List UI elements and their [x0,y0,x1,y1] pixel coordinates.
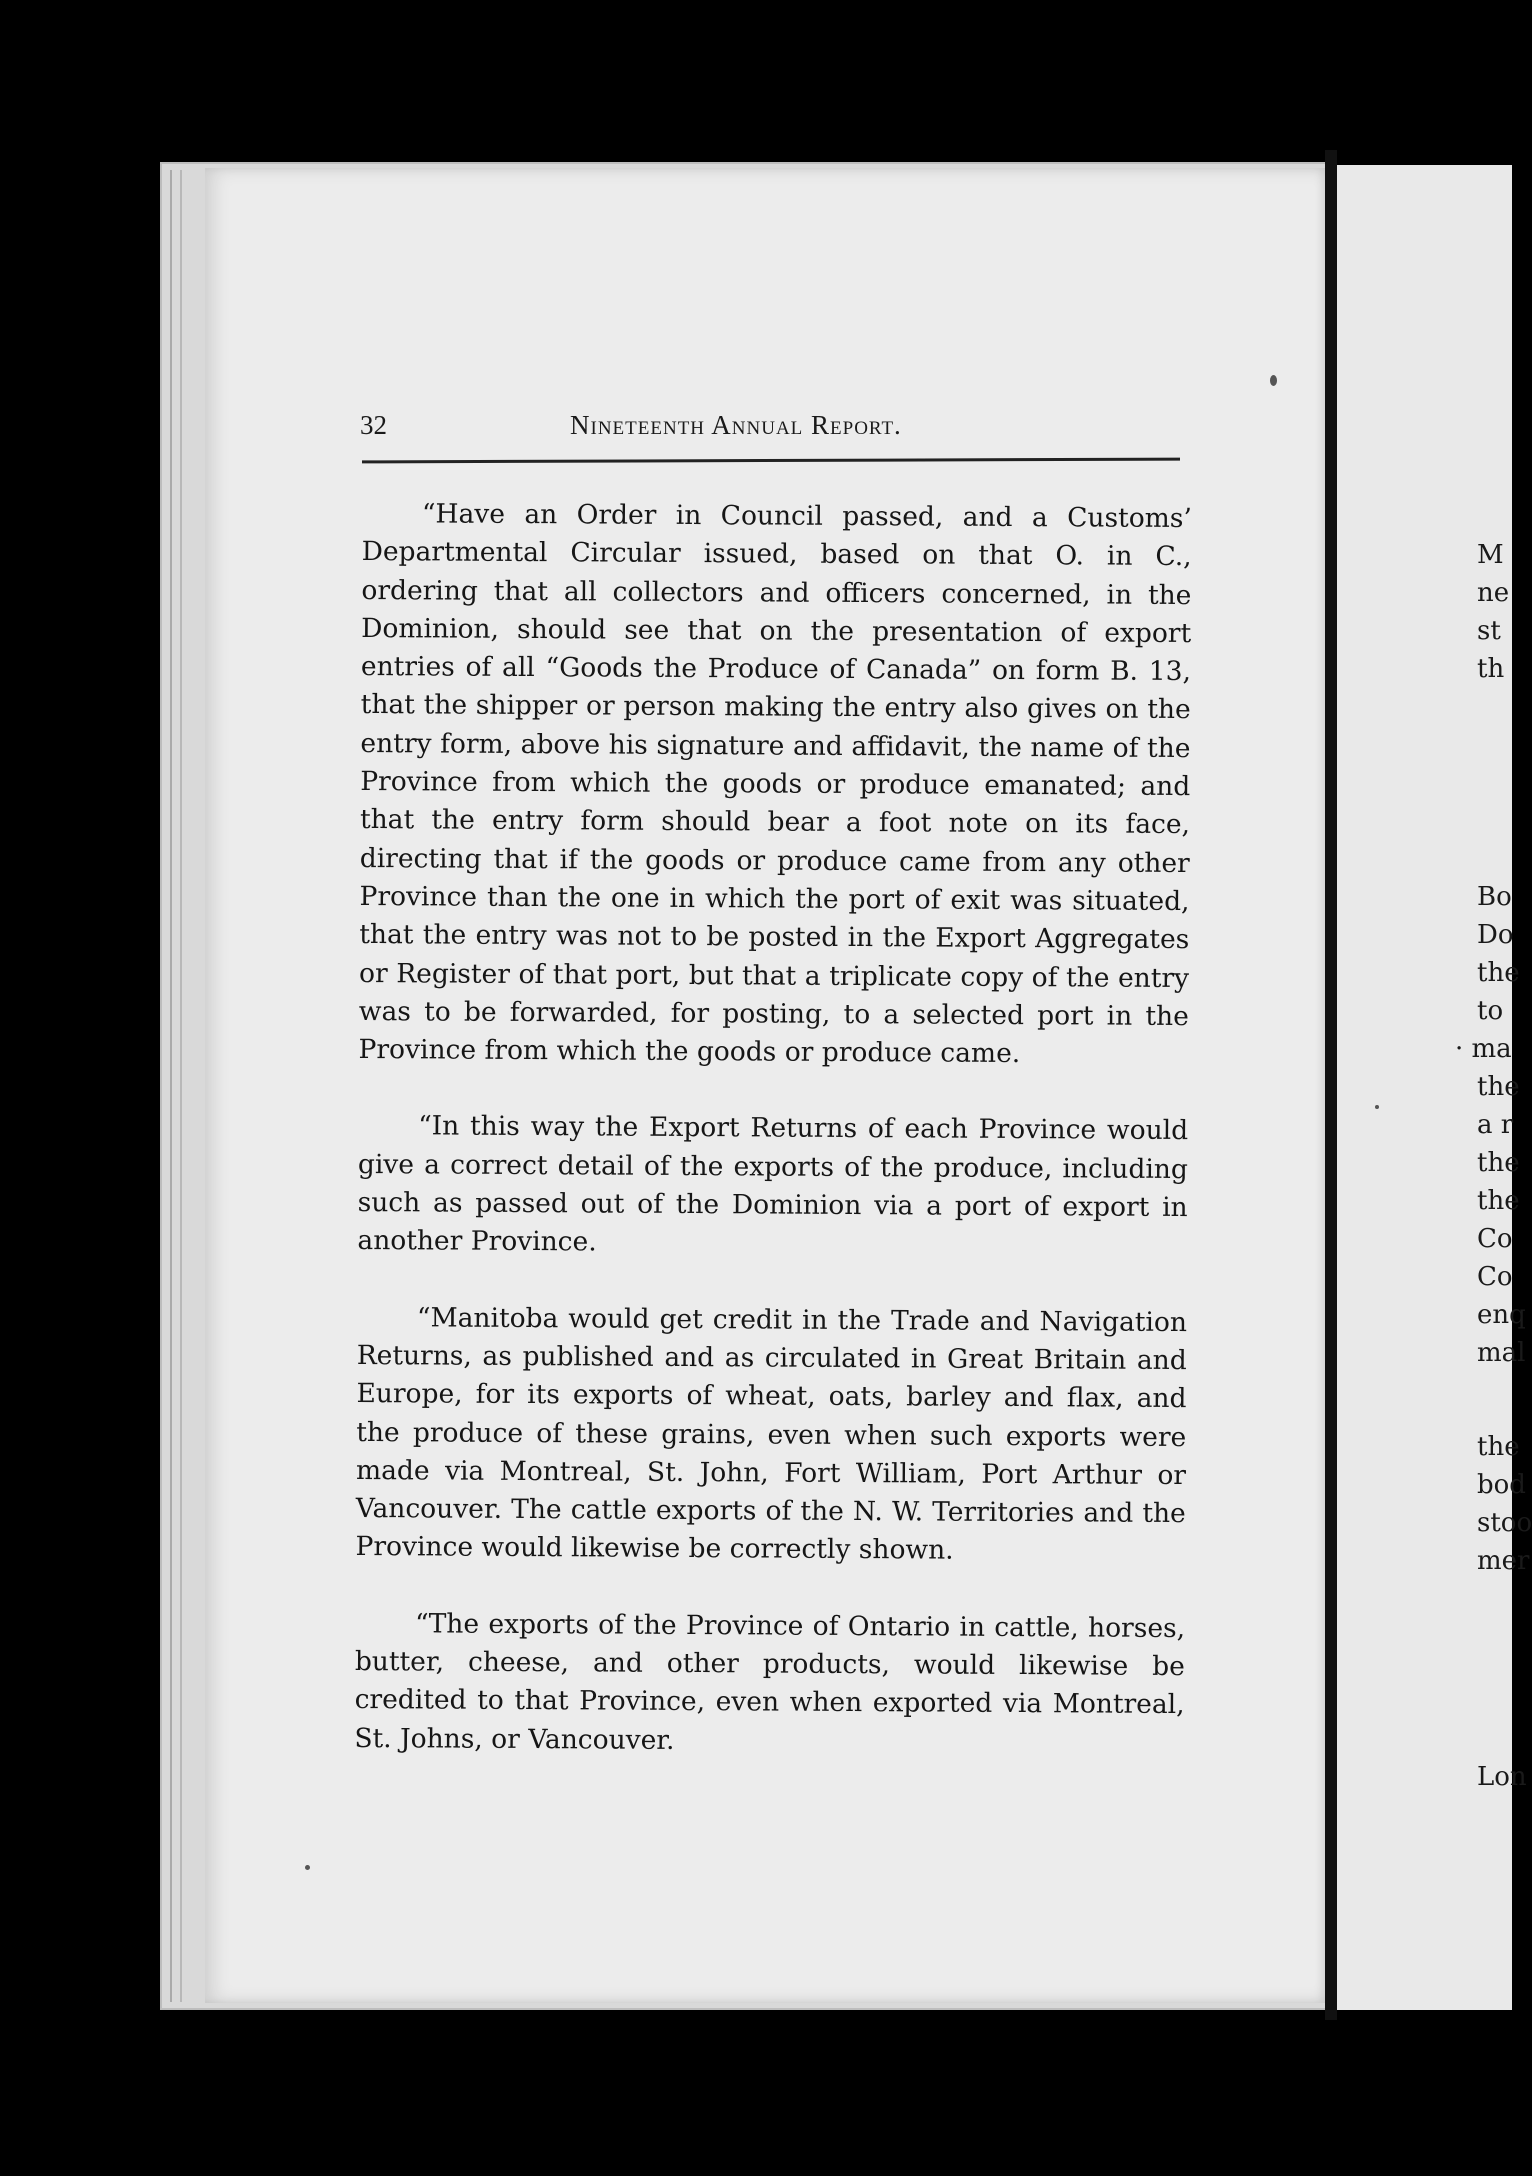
right-fragment: mer [1477,1546,1530,1576]
right-fragment: the [1477,1072,1520,1102]
right-fragment: Co [1477,1262,1513,1292]
right-fragment: enq [1477,1300,1526,1330]
page-number: 32 [360,410,387,440]
right-fragment: th [1477,654,1505,684]
right-fragment: st [1477,616,1501,646]
right-fragment: mal [1477,1338,1526,1368]
right-fragment: the [1477,1148,1520,1178]
paragraph-2: “In this way the Export Returns of each Province would give a correct detail of the exports of the produce, including such as passed out of the Dominion via a port of export in another Province. [357,1110,1189,1258]
page-header [360,410,1180,450]
right-fragment: the [1477,1432,1520,1462]
ink-speck [1270,375,1277,386]
right-fragment: the [1477,1186,1520,1216]
body-text [354,495,1192,1801]
right-fragment: · ma [1455,1034,1512,1064]
book-gutter [1325,150,1337,2020]
right-fragment: bod [1477,1470,1526,1500]
right-fragment: Co [1477,1224,1513,1254]
right-fragment: ne [1477,578,1510,608]
right-fragment: Do [1477,920,1514,950]
ink-speck [305,1865,310,1870]
right-fragment: the [1477,958,1520,988]
right-fragment: Lon [1477,1762,1527,1792]
paragraph-1: “Have an Order in Council passed, and a Customs’ Departmental Circular issued, based on that O. in C., ordering that all collectors and officers concerned, in the Dominion, should see that on the presentation of export entries of all “Goods the Produce of Canada” on form B. 13, that the shipper or person making the entry also gives on the entry form, above his signature and affidavit, the name of the Province from which the goods or produce emanated; and that the entry form should bear a foot note on its face, directing that if the goods or produce came from any other Province than the one in which the port of exit was situated, that the entry was not to be posted in the Export Aggregates or Register of that port, but that a triplicate copy of the entry was to be forwarded, for posting, to a selected port in the Province from which the goods or produce came. [358,498,1192,1070]
right-fragment: Bo [1477,882,1512,912]
running-title: Nineteenth Annual Report. [570,410,902,440]
paragraph-3: “Manitoba would get credit in the Trade and Navigation Returns, as published and as circulated in Great Britain and Europe, for its exports of wheat, oats, barley and flax, and the produce of these grains, even when such exports were made via Montreal, St. John, Fort William, Port Arthur or Vancouver. The cattle exports of the N. W. Territories and the Province would likewise be correctly shown. [355,1301,1188,1567]
right-fragment: stoo [1477,1508,1532,1538]
right-fragment: M [1477,540,1504,570]
right-fragment: to [1477,996,1504,1026]
paragraph-4: “The exports of the Province of Ontario in cattle, horses, butter, cheese, and other products, would likewise be credited to that Province, even when exported via Montreal, St. Johns, or Vancouver. [354,1608,1186,1756]
right-fragment: a r [1477,1110,1514,1140]
ink-speck [1375,1105,1379,1109]
